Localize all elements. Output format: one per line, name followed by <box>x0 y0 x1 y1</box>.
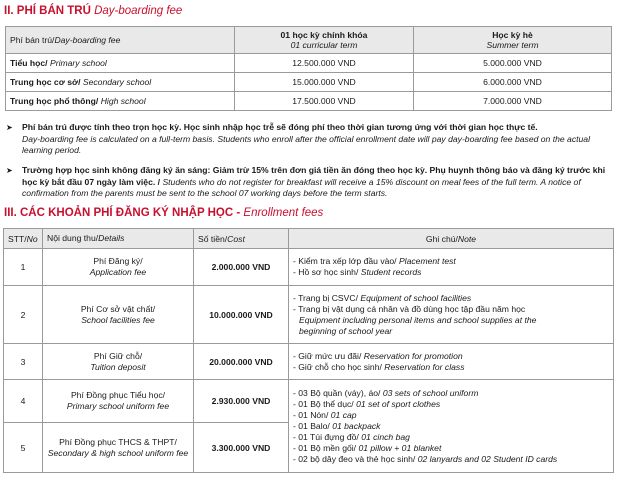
fee-name: Phí Đồng phục THCS & THPT/ Secondary & high school uniform fee <box>43 423 194 473</box>
bullet-icon: ➤ <box>6 123 13 132</box>
table-row <box>4 380 614 423</box>
fee-amount: 2.000.000 VND <box>194 249 289 286</box>
section-3-title-vn: III. CÁC KHOẢN PHÍ ĐĂNG KÝ NHẬP HỌC - <box>4 207 241 219</box>
section-3-title-en: Enrollment fees <box>243 207 324 219</box>
level-label: Tiểu học/ <box>10 58 48 68</box>
fee-notes: - Kiểm tra xếp lớp đầu vào/ Placement test - Hồ sơ học sinh/ Student records <box>289 249 614 286</box>
table-row: Trung học cơ sở/ Secondary school 15.000.000 VND 6.000.000 VND <box>6 73 612 92</box>
section-2-title-vn: II. PHÍ BÁN TRÚ <box>4 5 91 17</box>
row-number: 4 <box>4 380 43 423</box>
table-row <box>4 344 614 380</box>
header-fee-type: Phí bán trú/Day-boarding fee <box>6 27 235 54</box>
day-boarding-fee-table <box>5 26 612 111</box>
section-2-title <box>4 5 182 17</box>
note-breakfast: ➤ Trường hợp học sinh không đăng ký ăn sáng: Giảm trừ 15% trên đơn giá tiền ăn đóng theo học kỳ. Phụ huynh thông báo và đăng ký trước khi học kỳ bắt đầu 07 ngày làm việc. / Students who do not register for breakfast will receive a 15% discount on meal fees of the full term. A notice of confirmation from the parents must be sent to the school 07 working days before the term starts. <box>6 165 606 198</box>
fee-notes: - Giữ mức ưu đãi/ Reservation for promotion - Giữ chỗ cho học sinh/ Reservation for class <box>289 344 614 380</box>
fee-name: Phí Cơ sở vật chất/ School facilities fee <box>43 286 194 344</box>
table-row <box>4 249 614 286</box>
row-number: 5 <box>4 423 43 473</box>
fee-amount: 3.300.000 VND <box>194 423 289 473</box>
summer-fee: 7.000.000 VND <box>414 92 612 111</box>
section-2-title-en: Day-boarding fee <box>94 5 183 17</box>
level-label: Trung học phổ thông/ <box>10 96 99 106</box>
term-fee: 15.000.000 VND <box>235 73 414 92</box>
header-details: Nội dung thu/Details <box>43 229 194 249</box>
uniform-notes: - 03 Bộ quần (váy), áo/ 03 sets of school uniform - 01 Bộ thể dục/ 01 set of sport clothes - 01 Nón/ 01 cap - 01 Balo/ 01 backpack - 01 Túi đựng đồ/ 01 cinch bag - 01 Bộ mền gối/ 01 pillow + 01 blanket - 02 bộ dây đeo và thẻ học sinh/ 02 lanyards and 02 Student ID cards <box>289 380 614 473</box>
header-no: STT/No <box>4 229 43 249</box>
row-number: 1 <box>4 249 43 286</box>
fee-name: Phí Đồng phục Tiểu học/ Primary school uniform fee <box>43 380 194 423</box>
fee-name: Phí Giữ chỗ/ Tuition deposit <box>43 344 194 380</box>
header-cost: Số tiền/Cost <box>194 229 289 249</box>
header-summer-term: Học kỳ hè Summer term <box>414 27 612 54</box>
bullet-icon: ➤ <box>6 166 13 175</box>
fee-amount: 2.930.000 VND <box>194 380 289 423</box>
fee-name: Phí Đăng ký/ Application fee <box>43 249 194 286</box>
level-label: Trung học cơ sở/ <box>10 77 81 87</box>
header-note: Ghi chú/Note <box>289 229 614 249</box>
table-header-row <box>4 229 614 249</box>
row-number: 3 <box>4 344 43 380</box>
fee-amount: 20.000.000 VND <box>194 344 289 380</box>
summer-fee: 6.000.000 VND <box>414 73 612 92</box>
table-header-row <box>6 27 612 54</box>
row-number: 2 <box>4 286 43 344</box>
term-fee: 17.500.000 VND <box>235 92 414 111</box>
fee-amount: 10.000.000 VND <box>194 286 289 344</box>
table-row: Tiểu học/ Primary school 12.500.000 VND 5.000.000 VND <box>6 54 612 73</box>
header-curricular-term: 01 học kỳ chính khóa 01 curricular term <box>235 27 414 54</box>
fee-notes: - Trang bị CSVC/ Equipment of school facilities - Trang bị vật dụng cá nhân và đồ dùng học tập đầu năm học Equipment including personal items and school supplies at the beginning of school year <box>289 286 614 344</box>
term-fee: 12.500.000 VND <box>235 54 414 73</box>
table-row: Trung học phổ thông/ High school 17.500.000 VND 7.000.000 VND <box>6 92 612 111</box>
section-3-title <box>4 207 323 219</box>
enrollment-fees-table <box>3 228 614 473</box>
note-day-boarding: ➤ Phí bán trú được tính theo trọn học kỳ. Học sinh nhập học trễ sẽ đóng phí theo thời gian tương ứng với thời gian học thực tế. Day-boarding fee is calculated on a full-term basis. Students who enroll after the official enrollment date will pay day-boarding fee based on the actual learning period. <box>6 122 590 155</box>
table-row <box>4 286 614 344</box>
summer-fee: 5.000.000 VND <box>414 54 612 73</box>
